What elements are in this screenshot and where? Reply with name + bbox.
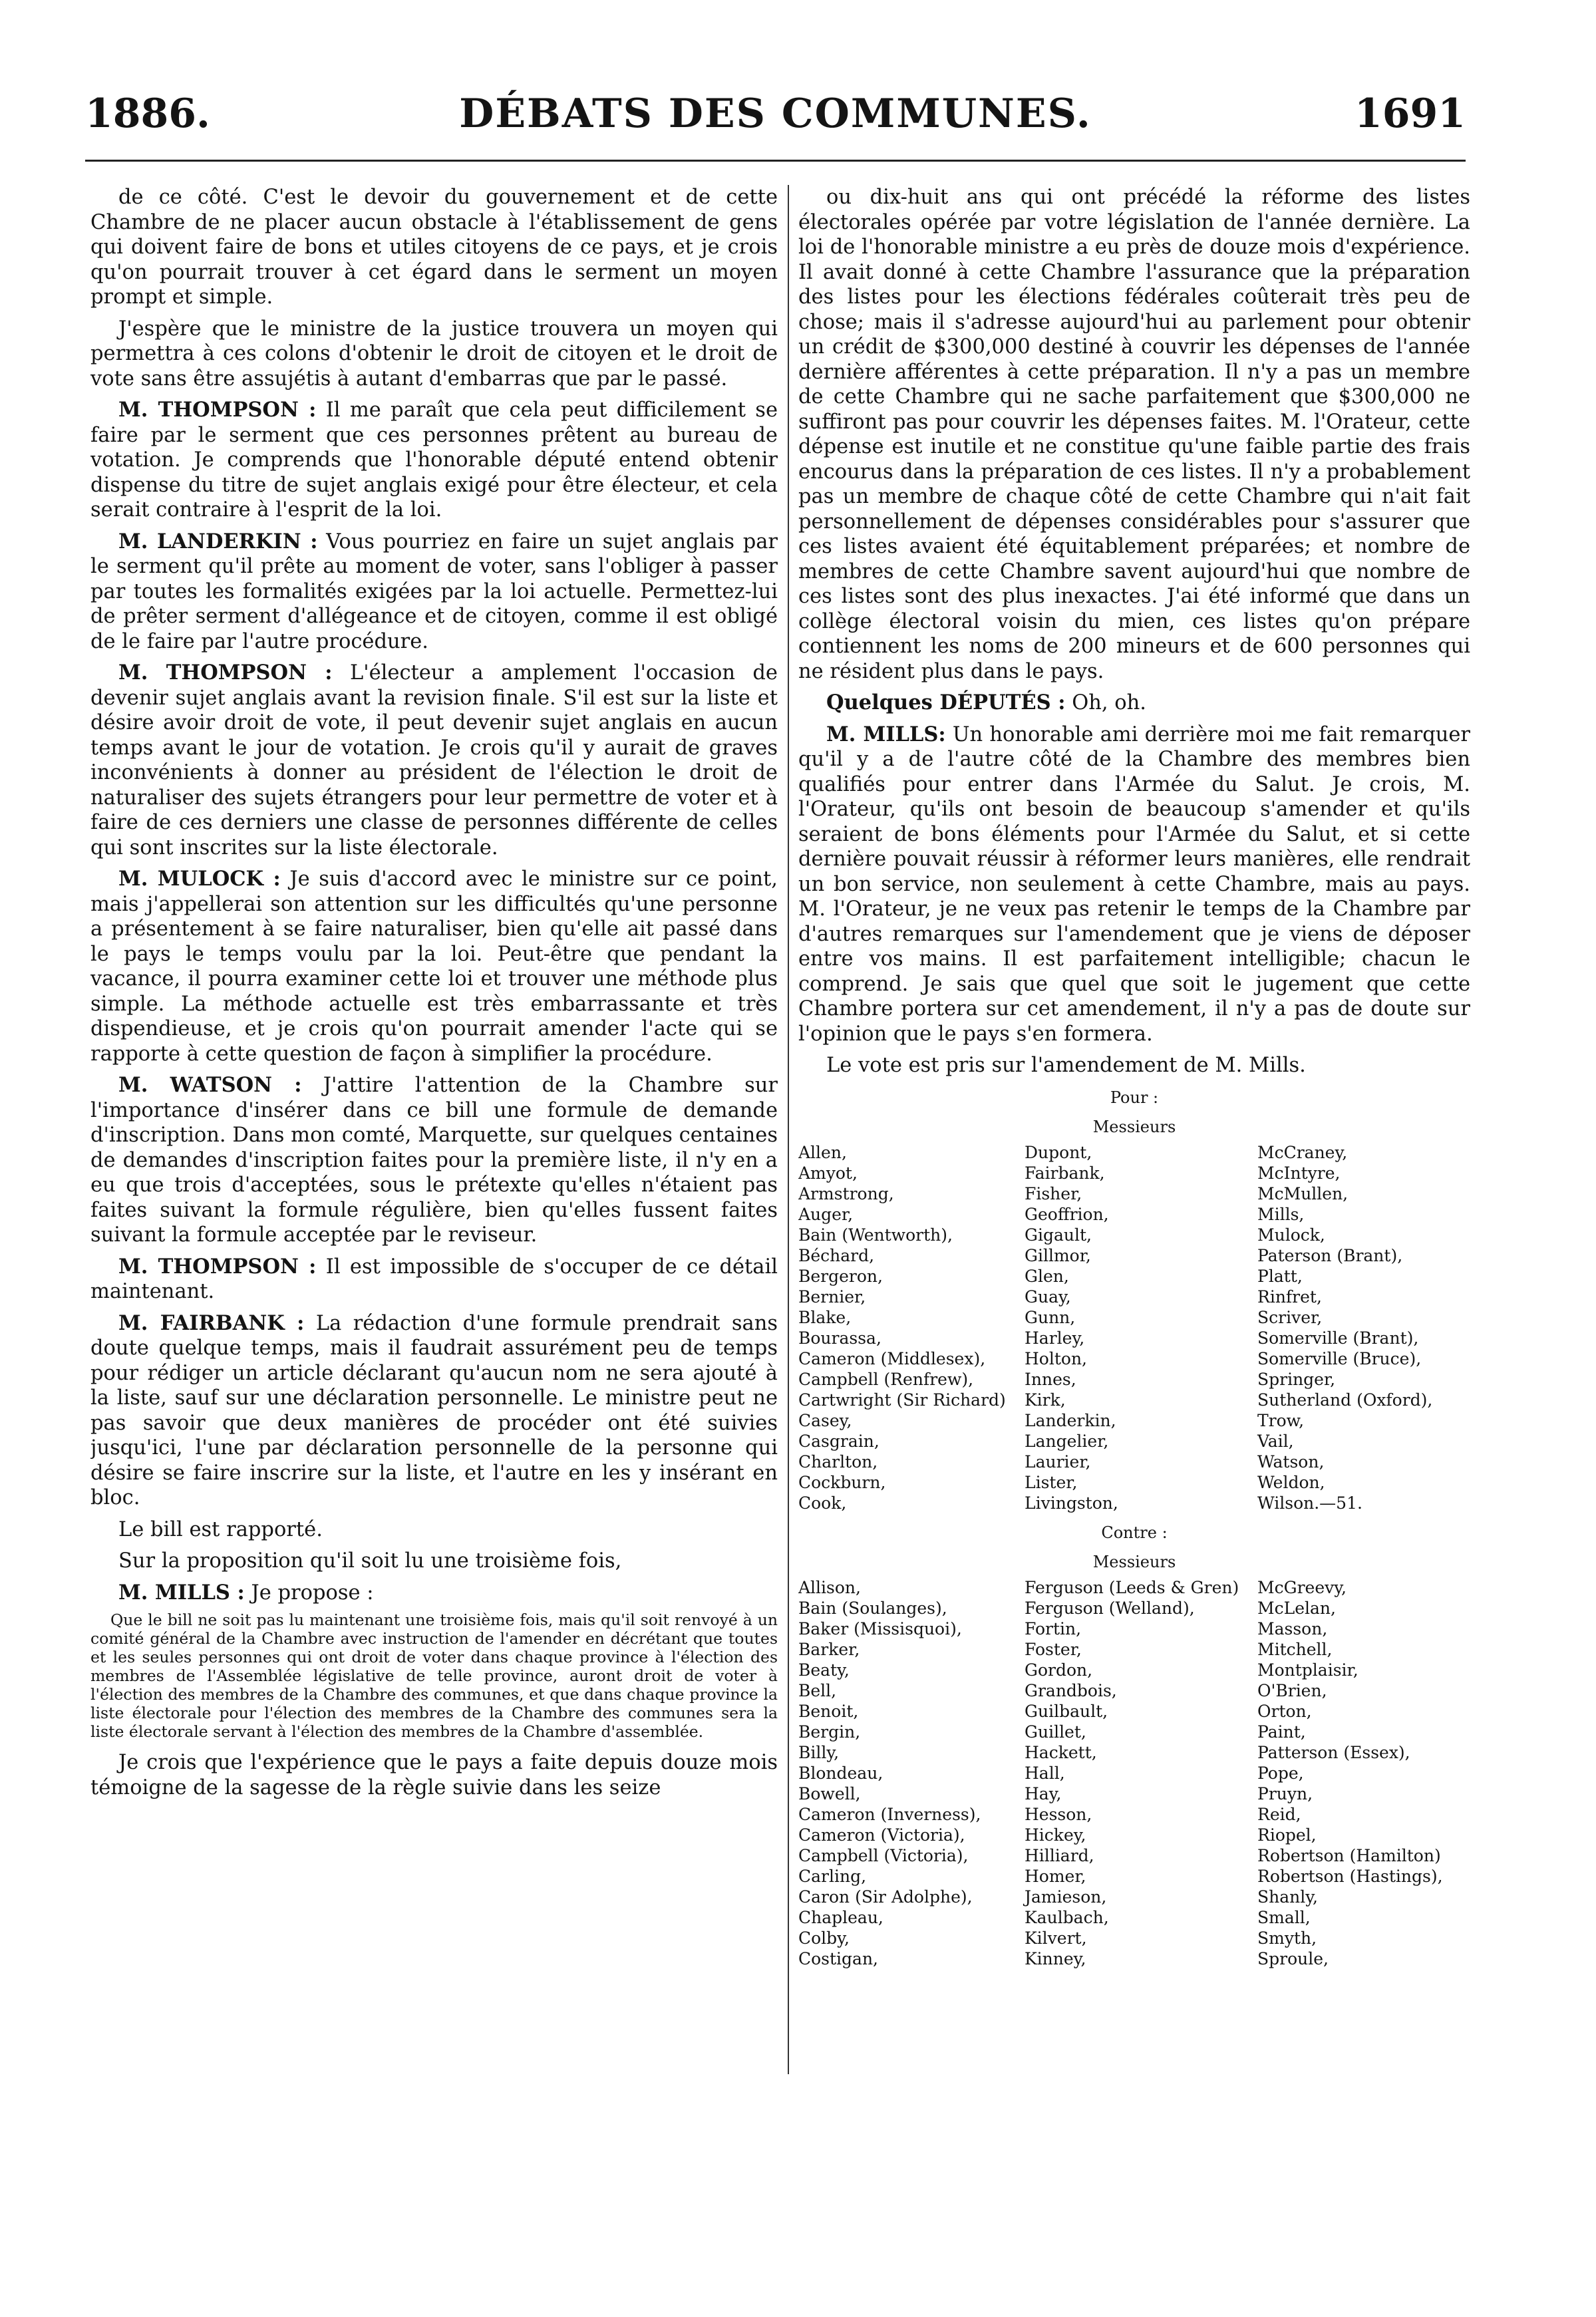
member-name: Homer,: [1025, 1866, 1086, 1886]
member-name: Orton,: [1257, 1701, 1312, 1721]
member-name: Somerville (Brant),: [1257, 1328, 1419, 1348]
member-name: Hall,: [1025, 1763, 1065, 1783]
speech-paragraph: [90, 1581, 778, 1606]
member-name: Robertson (Hastings),: [1257, 1866, 1443, 1886]
member-name: Smyth,: [1257, 1928, 1317, 1948]
member-name: Cockburn,: [798, 1472, 886, 1492]
vote-contre-messieurs: Messieurs: [1092, 1552, 1176, 1571]
member-name: Bell,: [798, 1680, 837, 1700]
member-name: Bergin,: [798, 1722, 861, 1742]
member-name: Billy,: [798, 1742, 840, 1762]
paragraph-text: Oh, oh.: [1072, 691, 1146, 714]
header-page-number: 1691: [1355, 90, 1466, 137]
member-name: Innes,: [1025, 1369, 1076, 1389]
member-name: Beaty,: [798, 1660, 850, 1680]
header-rule: [85, 160, 1466, 162]
member-name: Mitchell,: [1257, 1639, 1333, 1659]
member-name: Springer,: [1257, 1369, 1336, 1389]
member-name: Blake,: [798, 1307, 852, 1327]
speech-paragraph: [798, 722, 1470, 1047]
paragraph-text: ou dix-huit ans qui ont précédé la réforme des listes électorales opérée par votre législation de l'année dernière. La loi de l'honorable ministre a eu près de douze mois d'expérience. Il avait donné à cette Chambre l'assurance que la préparation des listes pour les élections fédérales coûterait très peu de chose; mais il s'adresse aujourd'hui au parlement pour obtenir un crédit de $300,000 destiné à couvrir les dépenses de l'année dernière afférentes à cette préparation. Il n'y a pas un membre de cette Chambre qui ne sache parfaitement que $300,000 ne suffiront pas pour couvrir les dépenses faites. M. l'Orateur, cette dépense est inutile et ne constitue qu'une faible partie des frais encourus dans la préparation de ces listes. Il n'y a probablement pas un membre de chaque côté de cette Chambre qui n'ait fait personnellement de dépenses considérables pour s'assurer que ces listes avaient été équitablement préparées; et nombre de membres de cette Chambre savent aujourd'hui que nombre de ces listes sont des plus inexactes. J'ai été informé que dans un collège électoral voisin du mien, ces listes qu'on prépare contiennent les noms de 200 mineurs et de 600 personnes qui ne résident plus dans le pays.: [798, 186, 1470, 683]
member-name: Laurier,: [1025, 1452, 1091, 1471]
speech-paragraph: [90, 398, 778, 523]
member-name: Kaulbach,: [1025, 1907, 1109, 1927]
speaker-name: M. MILLS:: [826, 722, 946, 746]
member-name: Béchard,: [798, 1245, 875, 1265]
paragraph: [90, 317, 778, 392]
member-name: Auger,: [798, 1204, 854, 1224]
member-name: Geoffrion,: [1025, 1204, 1109, 1224]
member-name: Sproule,: [1257, 1948, 1329, 1968]
member-name: McIntyre,: [1257, 1163, 1341, 1183]
member-name: Campbell (Renfrew),: [798, 1369, 974, 1389]
column-divider: [788, 185, 789, 2074]
member-name: Bernier,: [798, 1287, 866, 1307]
member-name: Gigault,: [1025, 1225, 1092, 1245]
member-name: Cartwright (Sir Richard): [798, 1390, 1006, 1410]
member-name: Amyot,: [798, 1163, 858, 1183]
member-name: Hickey,: [1025, 1825, 1086, 1845]
member-name: Wilson.—51.: [1257, 1493, 1362, 1513]
paragraph-text: J'attire l'attention de la Chambre sur l'importance d'insérer dans ce bill une formule de demande d'inscription. Dans mon comté, Marquette, sur quelques centaines de demandes d'inscription faites pour la première liste, il n'y en a eu que trois d'acceptées, sous le prétexte qu'elles n'étaient pas faites suivant la formule régulière, bien qu'elles fussent faites suivant la formule acceptée par le reviseur.: [90, 1074, 778, 1247]
member-name: Fisher,: [1025, 1183, 1082, 1203]
member-name: Casgrain,: [798, 1431, 879, 1451]
member-name: Costigan,: [798, 1948, 879, 1968]
right-column-text: [798, 185, 1470, 1078]
paragraph-text: de ce côté. C'est le devoir du gouvernement et de cette Chambre de ne placer aucun obstacle à l'établissement de gens qui doivent faire de bons et utiles citoyens de ce pays, et je crois qu'on pourrait trouver à cet égard dans le serment un moyen prompt et simple.: [90, 186, 778, 309]
speaker-name: M. FAIRBANK :: [118, 1311, 305, 1335]
vote-contre-list: [798, 1577, 1470, 1969]
member-name: Grandbois,: [1025, 1680, 1117, 1700]
member-name: Ferguson (Welland),: [1025, 1598, 1195, 1618]
member-name: Hay,: [1025, 1783, 1062, 1803]
member-name: Carling,: [798, 1866, 867, 1886]
speaker-name: M. MILLS :: [118, 1580, 245, 1605]
speaker-name: M. THOMPSON :: [118, 661, 333, 685]
paragraph-text: Le bill est rapporté.: [118, 1517, 323, 1541]
member-name: Sutherland (Oxford),: [1257, 1390, 1433, 1410]
page-header: [85, 90, 1466, 157]
speaker-name: M. WATSON :: [118, 1073, 302, 1097]
paragraph: [90, 1750, 778, 1800]
member-name: Riopel,: [1257, 1825, 1317, 1845]
paragraph-text: La rédaction d'une formule prendrait sans doute quelque temps, mais il faudrait assurément peu de temps pour rédiger un article déclarant qu'aucun nom ne sera ajouté à la liste, sauf sur une déclaration personnelle. Le ministre peut ne pas savoir que deux manières de procéder ont été suivies jusqu'ici, l'une par déclaration personnelle de la personne qui désire se faire inscrire sur la liste, et l'autre en les y insérant en bloc.: [90, 1311, 778, 1509]
member-name: Cook,: [798, 1493, 847, 1513]
speaker-name: Quelques DÉPUTÉS :: [826, 691, 1066, 714]
paragraph-text: Que le bill ne soit pas lu maintenant une troisième fois, mais qu'il soit renvoyé à un comité général de la Chambre avec instruction de l'amender en décrétant que toutes et les seules personnes qui ont droit de voter dans chaque province à l'élection des membres de l'Assemblée législative de telle province, auront droit de voter à l'élection des membres de la Chambre des communes, et que dans chaque province la liste électorale pour l'élection des membres de la Chambre des communes sera la liste électorale servant à l'élection des membres de la Chambre d'assemblée.: [90, 1611, 778, 1741]
motion-text: [90, 1611, 778, 1741]
paragraph: [798, 1053, 1470, 1078]
member-name: Armstrong,: [798, 1183, 894, 1203]
header-title: DÉBATS DES COMMUNES.: [459, 90, 1092, 137]
speaker-name: M. THOMPSON :: [118, 398, 317, 422]
vote-contre-label: Contre :: [1101, 1523, 1168, 1542]
speech-paragraph: [798, 691, 1470, 716]
member-name: Allison,: [798, 1577, 861, 1597]
member-name: Lister,: [1025, 1472, 1078, 1492]
member-name: Shanly,: [1257, 1887, 1318, 1907]
member-name: Paint,: [1257, 1722, 1306, 1742]
vote-pour-list: [798, 1142, 1470, 1513]
member-name: Watson,: [1257, 1452, 1325, 1471]
member-name: Landerkin,: [1025, 1410, 1116, 1430]
member-name: Cameron (Victoria),: [798, 1825, 965, 1845]
member-name: Benoit,: [798, 1701, 859, 1721]
paragraph-text: Je crois que l'expérience que le pays a faite depuis douze mois témoigne de la sagesse de la règle suivie dans les seize: [90, 1751, 778, 1799]
member-name: Platt,: [1257, 1266, 1303, 1286]
member-name: Harley,: [1025, 1328, 1085, 1348]
member-name: Caron (Sir Adolphe),: [798, 1887, 973, 1907]
member-name: Small,: [1257, 1907, 1311, 1927]
paragraph-text: Il me paraît que cela peut difficilement se faire par le serment que ces personnes prêtent au bureau de votation. Je comprends que l'honorable député entend obtenir dispense du titre de sujet anglais exigé pour être électeur, et cela serait contraire à l'esprit de la loi.: [90, 398, 778, 522]
speaker-name: M. THOMPSON :: [118, 1254, 317, 1279]
member-name: Pruyn,: [1257, 1783, 1313, 1803]
paragraph-text: Sur la proposition qu'il soit lu une troisième fois,: [118, 1549, 622, 1573]
member-name: Hackett,: [1025, 1742, 1097, 1762]
member-name: Baker (Missisquoi),: [798, 1619, 962, 1638]
member-name: Campbell (Victoria),: [798, 1845, 969, 1865]
member-name: Fairbank,: [1025, 1163, 1105, 1183]
speech-paragraph: [90, 867, 778, 1066]
member-name: Charlton,: [798, 1452, 878, 1471]
member-name: Bain (Wentworth),: [798, 1225, 953, 1245]
vote-pour-label: Pour :: [1110, 1088, 1159, 1107]
paragraph: [90, 185, 778, 310]
member-name: Hilliard,: [1025, 1845, 1094, 1865]
speech-paragraph: [90, 1255, 778, 1305]
member-name: Gillmor,: [1025, 1245, 1091, 1265]
member-name: Masson,: [1257, 1619, 1328, 1638]
member-name: McGreevy,: [1257, 1577, 1347, 1597]
member-name: Somerville (Bruce),: [1257, 1348, 1422, 1368]
member-name: Colby,: [798, 1928, 850, 1948]
right-column: [798, 185, 1470, 2274]
member-name: Trow,: [1257, 1410, 1305, 1430]
speaker-name: M. LANDERKIN :: [118, 529, 318, 553]
member-name: Gordon,: [1025, 1660, 1093, 1680]
member-name: Guilbault,: [1025, 1701, 1108, 1721]
member-name: Cameron (Middlesex),: [798, 1348, 986, 1368]
member-name: Guay,: [1025, 1287, 1071, 1307]
member-name: Scriver,: [1257, 1307, 1323, 1327]
paragraph: [90, 1549, 778, 1574]
member-name: Bowell,: [798, 1783, 861, 1803]
paragraph-text: Il est impossible de s'occuper de ce détail maintenant.: [90, 1255, 778, 1303]
paragraph: [798, 185, 1470, 684]
speech-paragraph: [90, 661, 778, 860]
left-column: [90, 185, 778, 2274]
member-name: Kinney,: [1025, 1948, 1086, 1968]
member-name: O'Brien,: [1257, 1680, 1327, 1700]
vote-pour-messieurs: Messieurs: [1092, 1117, 1176, 1136]
member-name: Kirk,: [1025, 1390, 1066, 1410]
member-name: Blondeau,: [798, 1763, 883, 1783]
paragraph-text: Je suis d'accord avec le ministre sur ce point, mais j'appellerai son attention sur les difficultés qu'une personne a présentement à se faire naturaliser, bien qu'elle ait passé dans le pays le temps voulu par la loi. Peut-être que pendant la vacance, il pourra examiner cette loi et trouver une méthode plus simple. La méthode actuelle est très embarrassante et très dispendieuse, et je crois qu'on pourrait amender l'acte qui se rapporte à cette question de façon à simplifier la procédure.: [90, 867, 778, 1066]
paragraph-text: Un honorable ami derrière moi me fait remarquer qu'il y a de l'autre côté de la Chambre des membres bien qualifiés pour entrer dans l'Armée du Salut. Je crois, M. l'Orateur, qu'ils ont besoin de beaucoup s'amender et qu'ils seraient de bons éléments pour l'Armée du Salut, et si cette dernière pouvait réussir à réformer leurs manières, elle rendrait un bon service, non seulement à cette Chambre, mais au pays. M. l'Orateur, je ne veux pas retenir le temps de la Chambre par d'autres remarques sur l'amendement que je viens de déposer entre vos mains. Il est parfaitement intelligible; chacun le comprend. Je sais que quel que soit le jugement que cette Chambre portera sur cet amendement, il n'y a pas de doute sur l'opinion que le pays s'en formera.: [798, 722, 1470, 1046]
member-name: Casey,: [798, 1410, 852, 1430]
member-name: Rinfret,: [1257, 1287, 1322, 1307]
member-name: Bergeron,: [798, 1266, 883, 1286]
member-name: Guillet,: [1025, 1722, 1086, 1742]
member-name: Reid,: [1257, 1804, 1301, 1824]
member-name: Barker,: [798, 1639, 860, 1659]
paragraph-text: L'électeur a amplement l'occasion de devenir sujet anglais avant la revision finale. S'il est sur la liste et désire avoir droit de vote, il peut devenir sujet anglais en aucun temps avant le jour de votation. Je crois qu'il y aurait de graves inconvénients à donner au président de l'élection le droit de naturaliser des sujets étrangers pour leur permettre de voter et à faire de ces derniers une classe de personnes différente de celles qui sont inscrites sur la liste électorale.: [90, 661, 778, 859]
speech-paragraph: [90, 1311, 778, 1511]
speech-paragraph: [90, 530, 778, 655]
member-name: Cameron (Inverness),: [798, 1804, 981, 1824]
member-name: Mulock,: [1257, 1225, 1325, 1245]
paragraph-text: Le vote est pris sur l'amendement de M. Mills.: [826, 1054, 1306, 1077]
member-name: Vail,: [1257, 1431, 1294, 1451]
header-year: 1886.: [85, 90, 210, 137]
member-name: Dupont,: [1025, 1142, 1092, 1162]
member-name: McLelan,: [1257, 1598, 1336, 1618]
member-name: Montplaisir,: [1257, 1660, 1358, 1680]
member-name: Bain (Soulanges),: [798, 1598, 947, 1618]
speaker-name: M. MULOCK :: [118, 867, 281, 891]
member-name: McMullen,: [1257, 1183, 1349, 1203]
paragraph-text: Vous pourriez en faire un sujet anglais par le serment qu'il prête au moment de voter, sans l'obliger à passer par toutes les formalités exigées par la loi actuelle. Permettez-lui de prêter serment d'allégeance et de citoyen, comme il est obligé de le faire par l'autre procédure.: [90, 530, 778, 653]
member-name: Paterson (Brant),: [1257, 1245, 1403, 1265]
paragraph-text: J'espère que le ministre de la justice trouvera un moyen qui permettra à ces colons d'obtenir le droit de citoyen et le droit de vote sans être assujétis à autant d'embarras que par le passé.: [90, 317, 778, 390]
member-name: Gunn,: [1025, 1307, 1076, 1327]
member-name: Bourassa,: [798, 1328, 881, 1348]
member-name: Allen,: [798, 1142, 847, 1162]
member-name: Jamieson,: [1025, 1887, 1107, 1907]
member-name: Fortin,: [1025, 1619, 1082, 1638]
paragraph: [90, 1517, 778, 1543]
member-name: Livingston,: [1025, 1493, 1118, 1513]
member-name: Glen,: [1025, 1266, 1069, 1286]
member-name: Kilvert,: [1025, 1928, 1087, 1948]
member-name: Hesson,: [1025, 1804, 1092, 1824]
member-name: Holton,: [1025, 1348, 1087, 1368]
member-name: Patterson (Essex),: [1257, 1742, 1410, 1762]
member-name: Pope,: [1257, 1763, 1304, 1783]
member-name: McCraney,: [1257, 1142, 1348, 1162]
member-name: Langelier,: [1025, 1431, 1109, 1451]
member-name: Weldon,: [1257, 1472, 1325, 1492]
member-name: Chapleau,: [798, 1907, 883, 1927]
paragraph-text: Je propose :: [251, 1581, 374, 1605]
member-name: Robertson (Hamilton): [1257, 1845, 1441, 1865]
member-name: Ferguson (Leeds & Gren): [1025, 1577, 1239, 1597]
speech-paragraph: [90, 1073, 778, 1248]
member-name: Foster,: [1025, 1639, 1082, 1659]
member-name: Mills,: [1257, 1204, 1305, 1224]
